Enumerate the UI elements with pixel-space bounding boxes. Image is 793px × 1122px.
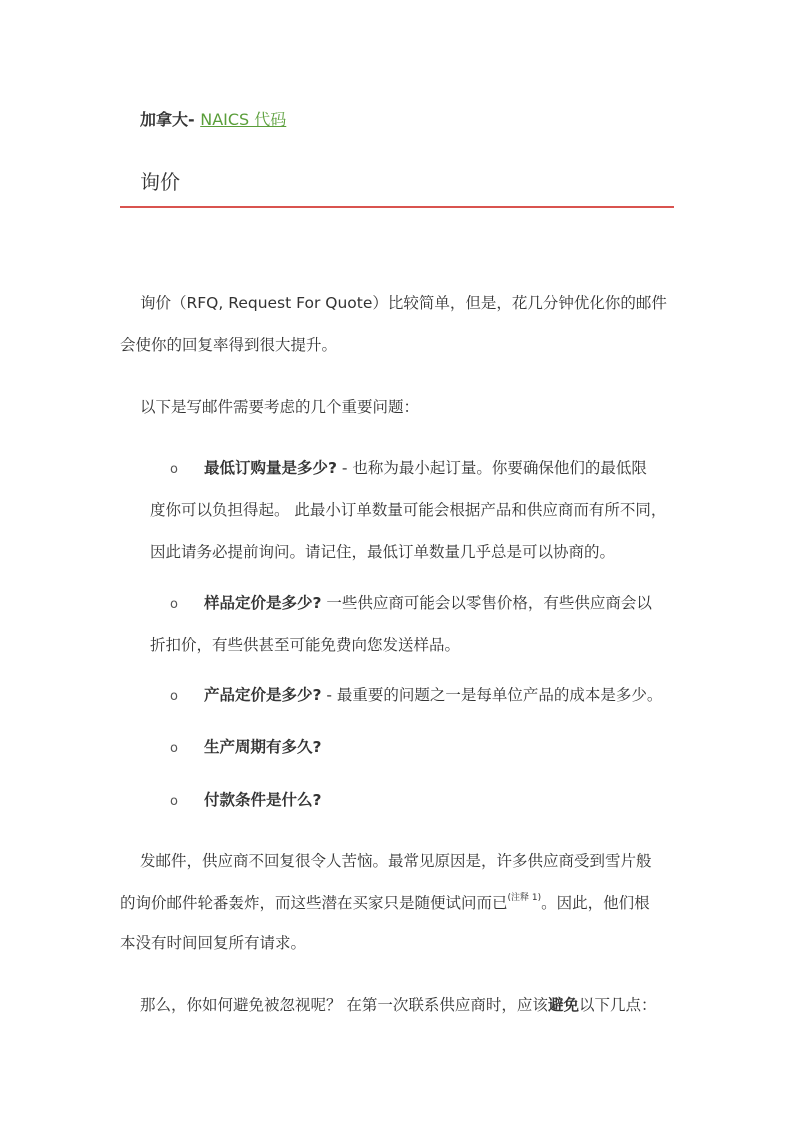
para3-bold: 避免 bbox=[547, 996, 579, 1014]
list-item bbox=[170, 683, 662, 705]
bullet-icon: o bbox=[170, 689, 178, 704]
para2-text: 的询价邮件轮番轰炸，而这些潜在买家只是随便试问而已 bbox=[120, 894, 508, 912]
section-heading: 询价 bbox=[140, 170, 180, 194]
item-text-line: 度你可以负担得起。 此最小订单数量可能会根据产品和供应商而有所不同， bbox=[150, 501, 667, 519]
para2-text: 。因此，他们根 bbox=[541, 894, 650, 912]
naics-code-link[interactable]: NAICS 代码 bbox=[200, 110, 287, 129]
list-intro: 以下是写邮件需要考虑的几个重要问题： bbox=[140, 398, 420, 416]
bullet-icon: o bbox=[170, 794, 178, 809]
list-item bbox=[170, 735, 321, 757]
section-divider bbox=[120, 206, 674, 208]
country-heading bbox=[140, 107, 286, 130]
list-item bbox=[170, 591, 652, 613]
item-text-line: 折扣价，有些供甚至可能免费向您发送样品。 bbox=[150, 636, 461, 654]
item-label: 付款条件是什么? bbox=[203, 791, 322, 809]
para3-text: 那么，你如何避免被忽视呢？ 在第一次联系供应商时，应该 bbox=[140, 996, 548, 1014]
footnote-ref[interactable]: (注释 1) bbox=[507, 893, 542, 903]
list-item bbox=[170, 456, 647, 478]
item-text: 一些供应商可能会以零售价格，有些供应商会以 bbox=[321, 594, 652, 612]
bullet-icon: o bbox=[170, 597, 178, 612]
list-item bbox=[170, 788, 321, 810]
para2-line-2 bbox=[120, 890, 650, 913]
intro-line-1: 询价（RFQ, Request For Quote）比较简单，但是，花几分钟优化你的邮件 bbox=[140, 294, 667, 312]
bullet-icon: o bbox=[170, 741, 178, 756]
item-text-line: 因此请务必提前询问。请记住，最低订单数量几乎总是可以协商的。 bbox=[150, 543, 616, 561]
para3-text: 以下几点： bbox=[578, 996, 657, 1014]
item-label: 最低订购量是多少? bbox=[203, 459, 337, 477]
item-text: - 也称为最小起订量。你要确保他们的最低限 bbox=[336, 459, 647, 477]
item-text: - 最重要的问题之一是每单位产品的成本是多少。 bbox=[321, 686, 663, 704]
para2-line-3: 本没有时间回复所有请求。 bbox=[120, 934, 307, 952]
bullet-icon: o bbox=[170, 462, 178, 477]
intro-line-2: 会使你的回复率得到很大提升。 bbox=[120, 336, 338, 354]
item-label: 样品定价是多少? bbox=[203, 594, 322, 612]
para3 bbox=[140, 993, 656, 1015]
item-label: 生产周期有多久? bbox=[203, 738, 322, 756]
para2-line-1: 发邮件，供应商不回复很令人苦恼。最常见原因是，许多供应商受到雪片般 bbox=[140, 852, 652, 870]
item-label: 产品定价是多少? bbox=[203, 686, 322, 704]
heading-prefix: 加拿大- bbox=[140, 110, 201, 129]
